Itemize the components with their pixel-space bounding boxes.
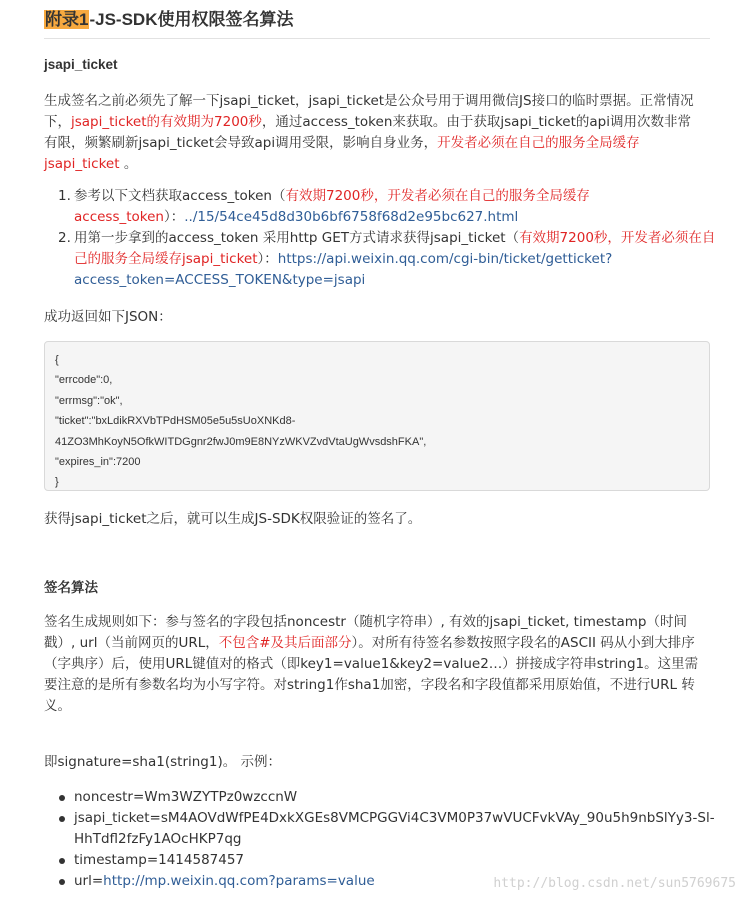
page-title (44, 8, 710, 39)
step-number: 1. (58, 188, 71, 204)
step-number: 2. (58, 230, 71, 246)
text-segment: 生成签名之前必须先了解一下jsapi_ticket，jsapi_ticket是公众号用于调用微信JS接口的临时票据。正常情况下， (44, 93, 694, 130)
text-segment: noncestr=Wm3WZYTPz0wzccnW (74, 789, 298, 805)
text-segment: ）。对所有待签名参数按照字段名的ASCII 码从小到大排序（字典序）后，使用URL键值对的格式（即key1=value1&key2=value2…）拼接成字符串string1。这里需要注意的是所有参数名均为小写字符。对string1作sha1加密，字段名和字段值都采用原始值，不进行URL 转义。 (44, 635, 699, 714)
step-text (74, 230, 715, 288)
url-link[interactable]: http://mp.weixin.qq.com?params=value (103, 873, 375, 889)
signature-rule-paragraph (44, 612, 704, 717)
url-link[interactable]: ../15/54ce45d8d30b6bf6758f68d2e95bc627.html (184, 209, 519, 225)
after-ticket-text: 获得jsapi_ticket之后，就可以生成JS-SDK权限验证的签名了。 (44, 511, 422, 527)
code-line: "expires_in":7200 (55, 456, 141, 469)
text-segment: url= (74, 873, 104, 889)
section-heading-signature: 签名算法 (44, 580, 98, 595)
signature-formula: 即signature=sha1(string1)。 示例： (44, 754, 282, 770)
section-heading-jsapi-ticket: jsapi_ticket (44, 57, 118, 72)
example-item (58, 850, 718, 871)
text-segment: timestamp=1414587457 (74, 852, 245, 868)
step-item (58, 228, 718, 291)
step-item (58, 186, 718, 228)
steps-list (58, 186, 718, 291)
title-text: -JS-SDK使用权限签名算法 (89, 10, 294, 29)
example-item (58, 787, 718, 808)
example-item (58, 808, 718, 850)
step-text (74, 188, 590, 225)
code-line: "errcode":0, (55, 374, 113, 387)
text-segment: 。 (119, 156, 138, 172)
jsapi-ticket-paragraph (44, 91, 704, 175)
text-segment: ）： (164, 209, 185, 225)
text-segment: 签名生成规则如下：参与签名的字段包括noncestr（随机字符串）, 有效的jsapi_ticket, timestamp（时间戳）, url（当前网页的URL， (44, 614, 687, 651)
code-line: "errmsg":"ok", (55, 394, 123, 407)
code-line: { (55, 354, 59, 366)
title-highlight: 附录1 (45, 10, 89, 29)
red-emphasis-text: 开发者必须在自己的服务全局缓存jsapi_ticket (44, 135, 640, 172)
json-intro: 成功返回如下JSON： (44, 309, 172, 325)
text-segment: ）： (257, 251, 278, 267)
red-emphasis-text: 不包含#及其后面部分 (218, 635, 352, 651)
text-segment: 用第一步拿到的access_token 采用http GET方式请求获得jsapi_ticket（ (74, 230, 520, 246)
red-emphasis-text: 有效期7200秒，开发者必须在自己的服务全局缓存access_token (74, 188, 590, 225)
text-segment: 参考以下文档获取access_token（ (74, 188, 286, 204)
json-code-block (44, 341, 710, 491)
red-emphasis-text: 有效期7200秒，开发者必须在自己的服务全局缓存jsapi_ticket (74, 230, 716, 267)
text-segment: jsapi_ticket=sM4AOVdWfPE4DxkXGEs8VMCPGGVi4C3VM0P37wVUCFvkVAy_90u5h9nbSlYy3-Sl-HhTdfl2fzFy1AOcHKP7qg (74, 810, 715, 847)
red-emphasis-text: jsapi_ticket的有效期为7200秒 (71, 114, 262, 130)
text-segment: ，通过access_token来获取。由于获取jsapi_ticket的api调用次数非常有限，频繁刷新jsapi_ticket会导致api调用受限，影响自身业务， (44, 114, 692, 151)
code-line: 41ZO3MhKoyN5OfkWITDGgnr2fwJ0m9E8NYzWKVZvdVtaUgWvsdshFKA", (55, 435, 427, 448)
code-line: } (55, 476, 59, 489)
code-line: "ticket":"bxLdikRXVbTPdHSM05e5u5sUoXNKd8- (55, 415, 296, 428)
url-link[interactable]: https://api.weixin.qq.com/cgi-bin/ticket/getticket?access_token=ACCESS_TOKEN&type=jsapi (74, 251, 613, 288)
watermark: http://blog.csdn.net/sun5769675 (493, 876, 736, 891)
